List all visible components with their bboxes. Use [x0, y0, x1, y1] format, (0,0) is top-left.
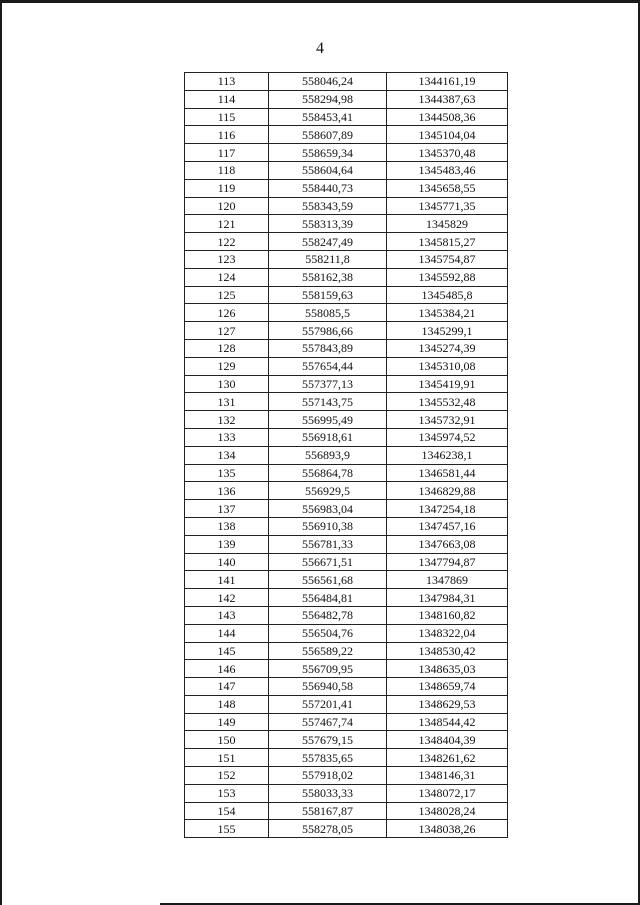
table-row [185, 571, 508, 589]
table-row [185, 820, 508, 838]
point-number-cell: 152 [185, 767, 269, 785]
y-coordinate-cell: 1345485,8 [387, 286, 508, 304]
y-coordinate-cell: 1345104,04 [387, 126, 508, 144]
y-coordinate-cell: 1345299,1 [387, 322, 508, 340]
y-coordinate-cell: 1346238,1 [387, 446, 508, 464]
point-number-cell: 142 [185, 589, 269, 607]
point-number-cell: 151 [185, 749, 269, 767]
table-row [185, 446, 508, 464]
y-coordinate-cell: 1347254,18 [387, 500, 508, 518]
table-row [185, 660, 508, 678]
table-row [185, 144, 508, 162]
x-coordinate-cell: 558604,64 [269, 161, 387, 179]
y-coordinate-cell: 1347663,08 [387, 535, 508, 553]
x-coordinate-cell: 558085,5 [269, 304, 387, 322]
point-number-cell: 119 [185, 179, 269, 197]
y-coordinate-cell: 1345274,39 [387, 339, 508, 357]
point-number-cell: 115 [185, 108, 269, 126]
y-coordinate-cell: 1345370,48 [387, 144, 508, 162]
x-coordinate-cell: 558607,89 [269, 126, 387, 144]
table-row [185, 749, 508, 767]
table-row [185, 108, 508, 126]
table-row [185, 322, 508, 340]
table-row [185, 713, 508, 731]
table-row [185, 589, 508, 607]
x-coordinate-cell: 557467,74 [269, 713, 387, 731]
table-row [185, 500, 508, 518]
table-row [185, 802, 508, 820]
point-number-cell: 145 [185, 642, 269, 660]
table-row [185, 624, 508, 642]
y-coordinate-cell: 1348629,53 [387, 695, 508, 713]
y-coordinate-cell: 1348544,42 [387, 713, 508, 731]
point-number-cell: 155 [185, 820, 269, 838]
point-number-cell: 128 [185, 339, 269, 357]
point-number-cell: 132 [185, 411, 269, 429]
x-coordinate-cell: 556671,51 [269, 553, 387, 571]
scan-border-top [0, 0, 640, 3]
table-row [185, 411, 508, 429]
y-coordinate-cell: 1345974,52 [387, 428, 508, 446]
x-coordinate-cell: 558294,98 [269, 90, 387, 108]
y-coordinate-cell: 1345815,27 [387, 233, 508, 251]
table-row [185, 482, 508, 500]
x-coordinate-cell: 556893,9 [269, 446, 387, 464]
y-coordinate-cell: 1344161,19 [387, 73, 508, 91]
point-number-cell: 150 [185, 731, 269, 749]
point-number-cell: 143 [185, 606, 269, 624]
table-row [185, 215, 508, 233]
x-coordinate-cell: 557986,66 [269, 322, 387, 340]
point-number-cell: 122 [185, 233, 269, 251]
point-number-cell: 135 [185, 464, 269, 482]
y-coordinate-cell: 1345754,87 [387, 250, 508, 268]
x-coordinate-cell: 556561,68 [269, 571, 387, 589]
point-number-cell: 147 [185, 678, 269, 696]
y-coordinate-cell: 1345483,46 [387, 161, 508, 179]
x-coordinate-cell: 556781,33 [269, 535, 387, 553]
point-number-cell: 120 [185, 197, 269, 215]
y-coordinate-cell: 1348635,03 [387, 660, 508, 678]
y-coordinate-cell: 1348659,74 [387, 678, 508, 696]
x-coordinate-cell: 556929,5 [269, 482, 387, 500]
scan-border-left [0, 0, 2, 905]
x-coordinate-cell: 558247,49 [269, 233, 387, 251]
y-coordinate-cell: 1347794,87 [387, 553, 508, 571]
point-number-cell: 149 [185, 713, 269, 731]
x-coordinate-cell: 556709,95 [269, 660, 387, 678]
point-number-cell: 131 [185, 393, 269, 411]
y-coordinate-cell: 1348038,26 [387, 820, 508, 838]
table-row [185, 286, 508, 304]
point-number-cell: 116 [185, 126, 269, 144]
point-number-cell: 154 [185, 802, 269, 820]
table-row [185, 767, 508, 785]
point-number-cell: 114 [185, 90, 269, 108]
y-coordinate-cell: 1347984,31 [387, 589, 508, 607]
x-coordinate-cell: 556589,22 [269, 642, 387, 660]
table-row [185, 393, 508, 411]
point-number-cell: 121 [185, 215, 269, 233]
y-coordinate-cell: 1348530,42 [387, 642, 508, 660]
y-coordinate-cell: 1345419,91 [387, 375, 508, 393]
y-coordinate-cell: 1345384,21 [387, 304, 508, 322]
y-coordinate-cell: 1345592,88 [387, 268, 508, 286]
x-coordinate-cell: 557835,65 [269, 749, 387, 767]
x-coordinate-cell: 557377,13 [269, 375, 387, 393]
y-coordinate-cell: 1345310,08 [387, 357, 508, 375]
table-row [185, 678, 508, 696]
point-number-cell: 137 [185, 500, 269, 518]
point-number-cell: 134 [185, 446, 269, 464]
x-coordinate-cell: 556864,78 [269, 464, 387, 482]
x-coordinate-cell: 558033,33 [269, 784, 387, 802]
table-row [185, 357, 508, 375]
x-coordinate-cell: 556484,81 [269, 589, 387, 607]
table-row [185, 517, 508, 535]
x-coordinate-cell: 557201,41 [269, 695, 387, 713]
y-coordinate-cell: 1348404,39 [387, 731, 508, 749]
point-number-cell: 130 [185, 375, 269, 393]
table-row [185, 731, 508, 749]
y-coordinate-cell: 1344387,63 [387, 90, 508, 108]
table-row [185, 179, 508, 197]
x-coordinate-cell: 557679,15 [269, 731, 387, 749]
table-row [185, 161, 508, 179]
y-coordinate-cell: 1345532,48 [387, 393, 508, 411]
table-row [185, 375, 508, 393]
x-coordinate-cell: 557654,44 [269, 357, 387, 375]
table-row [185, 268, 508, 286]
y-coordinate-cell: 1347869 [387, 571, 508, 589]
point-number-cell: 133 [185, 428, 269, 446]
x-coordinate-cell: 556918,61 [269, 428, 387, 446]
point-number-cell: 144 [185, 624, 269, 642]
y-coordinate-cell: 1348146,31 [387, 767, 508, 785]
table-row [185, 606, 508, 624]
y-coordinate-cell: 1344508,36 [387, 108, 508, 126]
x-coordinate-cell: 558659,34 [269, 144, 387, 162]
table-row [185, 73, 508, 91]
x-coordinate-cell: 558343,59 [269, 197, 387, 215]
y-coordinate-cell: 1345771,35 [387, 197, 508, 215]
point-number-cell: 124 [185, 268, 269, 286]
table-row [185, 250, 508, 268]
table-row [185, 304, 508, 322]
x-coordinate-cell: 556504,76 [269, 624, 387, 642]
coordinates-table [184, 72, 508, 838]
x-coordinate-cell: 558453,41 [269, 108, 387, 126]
x-coordinate-cell: 558278,05 [269, 820, 387, 838]
point-number-cell: 136 [185, 482, 269, 500]
x-coordinate-cell: 557843,89 [269, 339, 387, 357]
table-row [185, 339, 508, 357]
table-row [185, 784, 508, 802]
y-coordinate-cell: 1346829,88 [387, 482, 508, 500]
x-coordinate-cell: 558162,38 [269, 268, 387, 286]
point-number-cell: 140 [185, 553, 269, 571]
table-row [185, 535, 508, 553]
x-coordinate-cell: 556482,78 [269, 606, 387, 624]
table-row [185, 233, 508, 251]
y-coordinate-cell: 1345829 [387, 215, 508, 233]
point-number-cell: 118 [185, 161, 269, 179]
table-row [185, 464, 508, 482]
point-number-cell: 113 [185, 73, 269, 91]
point-number-cell: 153 [185, 784, 269, 802]
table-row [185, 642, 508, 660]
x-coordinate-cell: 558211,8 [269, 250, 387, 268]
y-coordinate-cell: 1346581,44 [387, 464, 508, 482]
x-coordinate-cell: 556995,49 [269, 411, 387, 429]
coordinates-table-body [185, 73, 508, 838]
x-coordinate-cell: 558440,73 [269, 179, 387, 197]
x-coordinate-cell: 556940,58 [269, 678, 387, 696]
x-coordinate-cell: 558046,24 [269, 73, 387, 91]
table-row [185, 695, 508, 713]
table-row [185, 126, 508, 144]
y-coordinate-cell: 1345732,91 [387, 411, 508, 429]
y-coordinate-cell: 1345658,55 [387, 179, 508, 197]
point-number-cell: 148 [185, 695, 269, 713]
point-number-cell: 129 [185, 357, 269, 375]
x-coordinate-cell: 558313,39 [269, 215, 387, 233]
y-coordinate-cell: 1348322,04 [387, 624, 508, 642]
x-coordinate-cell: 557918,02 [269, 767, 387, 785]
y-coordinate-cell: 1348028,24 [387, 802, 508, 820]
point-number-cell: 146 [185, 660, 269, 678]
x-coordinate-cell: 558159,63 [269, 286, 387, 304]
page-number: 4 [316, 40, 324, 57]
point-number-cell: 125 [185, 286, 269, 304]
table-row [185, 428, 508, 446]
table-row [185, 197, 508, 215]
y-coordinate-cell: 1348160,82 [387, 606, 508, 624]
point-number-cell: 139 [185, 535, 269, 553]
y-coordinate-cell: 1347457,16 [387, 517, 508, 535]
x-coordinate-cell: 556983,04 [269, 500, 387, 518]
x-coordinate-cell: 558167,87 [269, 802, 387, 820]
y-coordinate-cell: 1348261,62 [387, 749, 508, 767]
table-row [185, 553, 508, 571]
point-number-cell: 126 [185, 304, 269, 322]
x-coordinate-cell: 556910,38 [269, 517, 387, 535]
point-number-cell: 141 [185, 571, 269, 589]
point-number-cell: 138 [185, 517, 269, 535]
y-coordinate-cell: 1348072,17 [387, 784, 508, 802]
x-coordinate-cell: 557143,75 [269, 393, 387, 411]
table-row [185, 90, 508, 108]
point-number-cell: 123 [185, 250, 269, 268]
point-number-cell: 127 [185, 322, 269, 340]
point-number-cell: 117 [185, 144, 269, 162]
